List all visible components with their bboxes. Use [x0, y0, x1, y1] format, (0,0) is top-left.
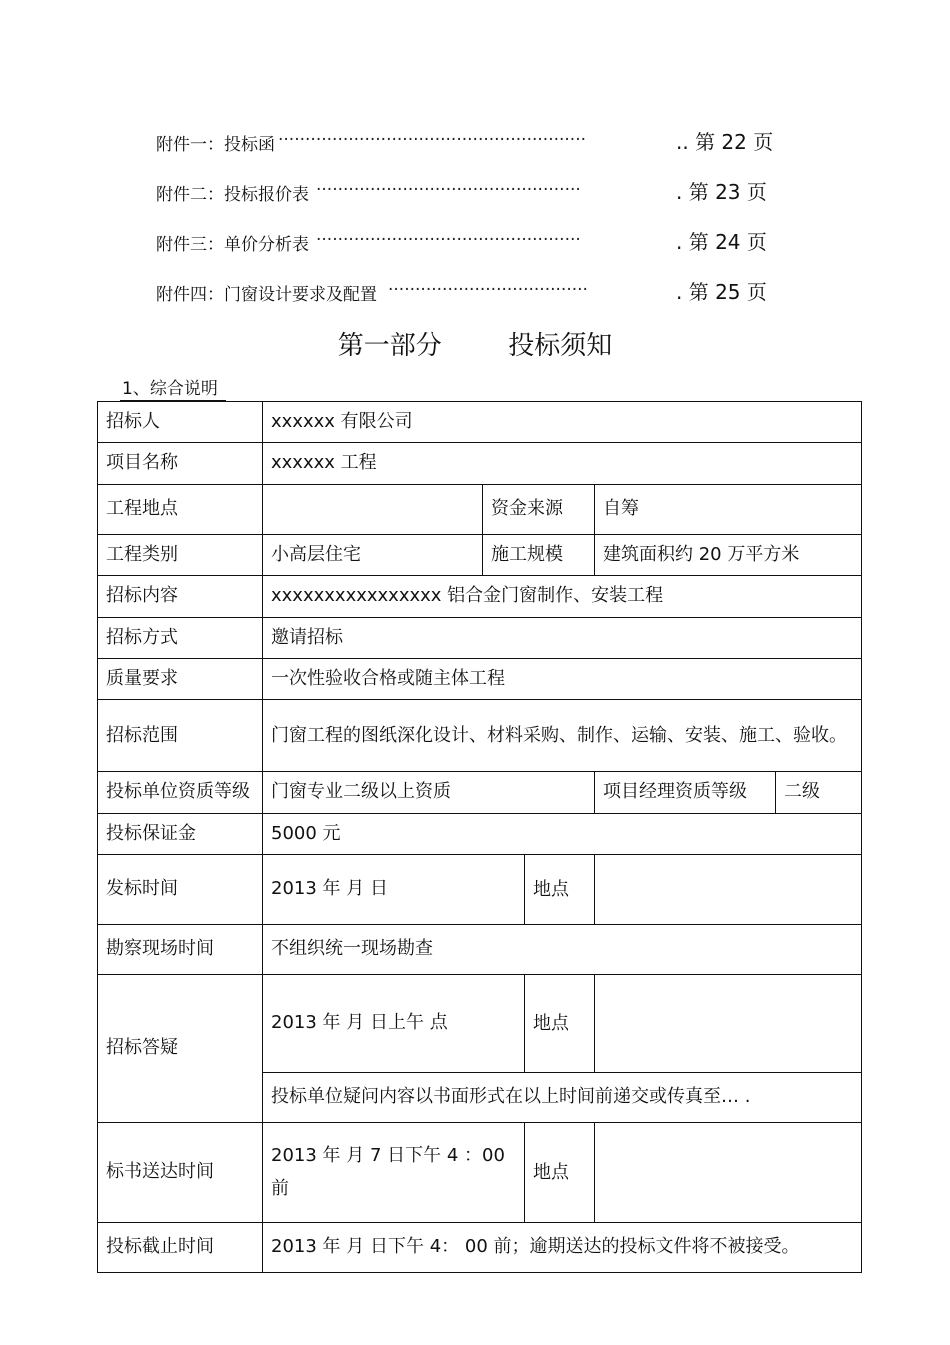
toc-item-3[interactable] — [156, 230, 796, 258]
cell-label: 招标人 — [98, 402, 263, 443]
cell-value: 2013 年 月 日 — [263, 855, 525, 925]
toc-page: . 第 25 页 — [676, 280, 767, 304]
cell-value: 小高层住宅 — [263, 534, 483, 575]
cell-label: 投标保证金 — [98, 813, 263, 854]
toc-item-1[interactable] — [156, 130, 796, 158]
toc-label: 附件一：投标函 — [156, 135, 275, 155]
cell-label: 招标方式 — [98, 617, 263, 658]
cell-label: 标书送达时间 — [98, 1123, 263, 1223]
table-row — [98, 658, 862, 699]
cell-label: 工程地点 — [98, 484, 263, 534]
cell-label: 地点 — [525, 855, 595, 925]
toc-leader: ····································· — [388, 280, 588, 300]
table-row — [98, 1123, 862, 1223]
table-row — [98, 925, 862, 975]
toc-page: .. 第 22 页 — [676, 130, 774, 154]
toc-leader: ················································· — [316, 180, 581, 200]
table-row — [98, 855, 862, 925]
cell-label: 项目名称 — [98, 443, 263, 484]
page-title — [0, 325, 950, 362]
table-row — [98, 576, 862, 617]
cell-label: 资金来源 — [483, 484, 595, 534]
cell-label: 施工规模 — [483, 534, 595, 575]
cell-label: 工程类别 — [98, 534, 263, 575]
cell-label: 招标答疑 — [98, 975, 263, 1123]
cell-label: 投标单位资质等级 — [98, 772, 263, 813]
part-label: 第一部分 — [337, 331, 442, 361]
cell-value: 2013 年 月 日下午 4： 00 前；逾期送达的投标文件将不被接受。 — [263, 1223, 862, 1273]
cell-label: 招标内容 — [98, 576, 263, 617]
cell-value: 5000 元 — [263, 813, 862, 854]
cell-value: 建筑面积约 20 万平方米 — [595, 534, 862, 575]
cell-value: xxxxxx 工程 — [263, 443, 862, 484]
toc-page: . 第 23 页 — [676, 180, 767, 204]
overview-table — [97, 401, 862, 1273]
cell-label: 质量要求 — [98, 658, 263, 699]
table-row — [98, 772, 862, 813]
cell-value: xxxxxx 有限公司 — [263, 402, 862, 443]
part-title: 投标须知 — [508, 331, 613, 361]
cell-value — [595, 855, 862, 925]
cell-value: 不组织统一现场勘查 — [263, 925, 862, 975]
cell-value — [263, 484, 483, 534]
cell-value — [595, 1123, 862, 1223]
table-row — [98, 402, 862, 443]
table-row — [98, 1223, 862, 1273]
toc-leader: ························································· — [278, 130, 587, 150]
cell-value: 门窗工程的图纸深化设计、材料采购、制作、运输、安装、施工、验收。 — [263, 700, 862, 772]
toc-leader: ················································· — [316, 230, 581, 250]
toc-item-2[interactable] — [156, 180, 796, 208]
cell-label: 发标时间 — [98, 855, 263, 925]
cell-value: 邀请招标 — [263, 617, 862, 658]
section-title: 1、综合说明 — [120, 374, 226, 401]
cell-label: 项目经理资质等级 — [595, 772, 776, 813]
cell-label: 地点 — [525, 1123, 595, 1223]
toc-item-4[interactable] — [156, 280, 796, 308]
cell-value: 投标单位疑问内容以书面形式在以上时间前递交或传真至… . — [263, 1073, 862, 1123]
table-row — [98, 700, 862, 772]
cell-label: 招标范围 — [98, 700, 263, 772]
table-row — [98, 617, 862, 658]
cell-value — [595, 975, 862, 1073]
cell-value: 二级 — [776, 772, 862, 813]
table-row — [98, 443, 862, 484]
cell-label: 地点 — [525, 975, 595, 1073]
cell-value: xxxxxxxxxxxxxxxx 铝合金门窗制作、安装工程 — [263, 576, 862, 617]
toc-page: . 第 24 页 — [676, 230, 767, 254]
cell-label: 勘察现场时间 — [98, 925, 263, 975]
cell-value: 2013 年 月 日上午 点 — [263, 975, 525, 1073]
toc-label: 附件四：门窗设计要求及配置 — [156, 285, 377, 305]
cell-value: 一次性验收合格或随主体工程 — [263, 658, 862, 699]
cell-value: 2013 年 月 7 日下午 4 ：00 前 — [263, 1123, 525, 1223]
cell-value: 自筹 — [595, 484, 862, 534]
table-row — [98, 975, 862, 1073]
table-row — [98, 813, 862, 854]
table-row — [98, 534, 862, 575]
toc-label: 附件三：单价分析表 — [156, 235, 309, 255]
table-row — [98, 484, 862, 534]
cell-label: 投标截止时间 — [98, 1223, 263, 1273]
cell-value: 门窗专业二级以上资质 — [263, 772, 595, 813]
toc-label: 附件二：投标报价表 — [156, 185, 309, 205]
